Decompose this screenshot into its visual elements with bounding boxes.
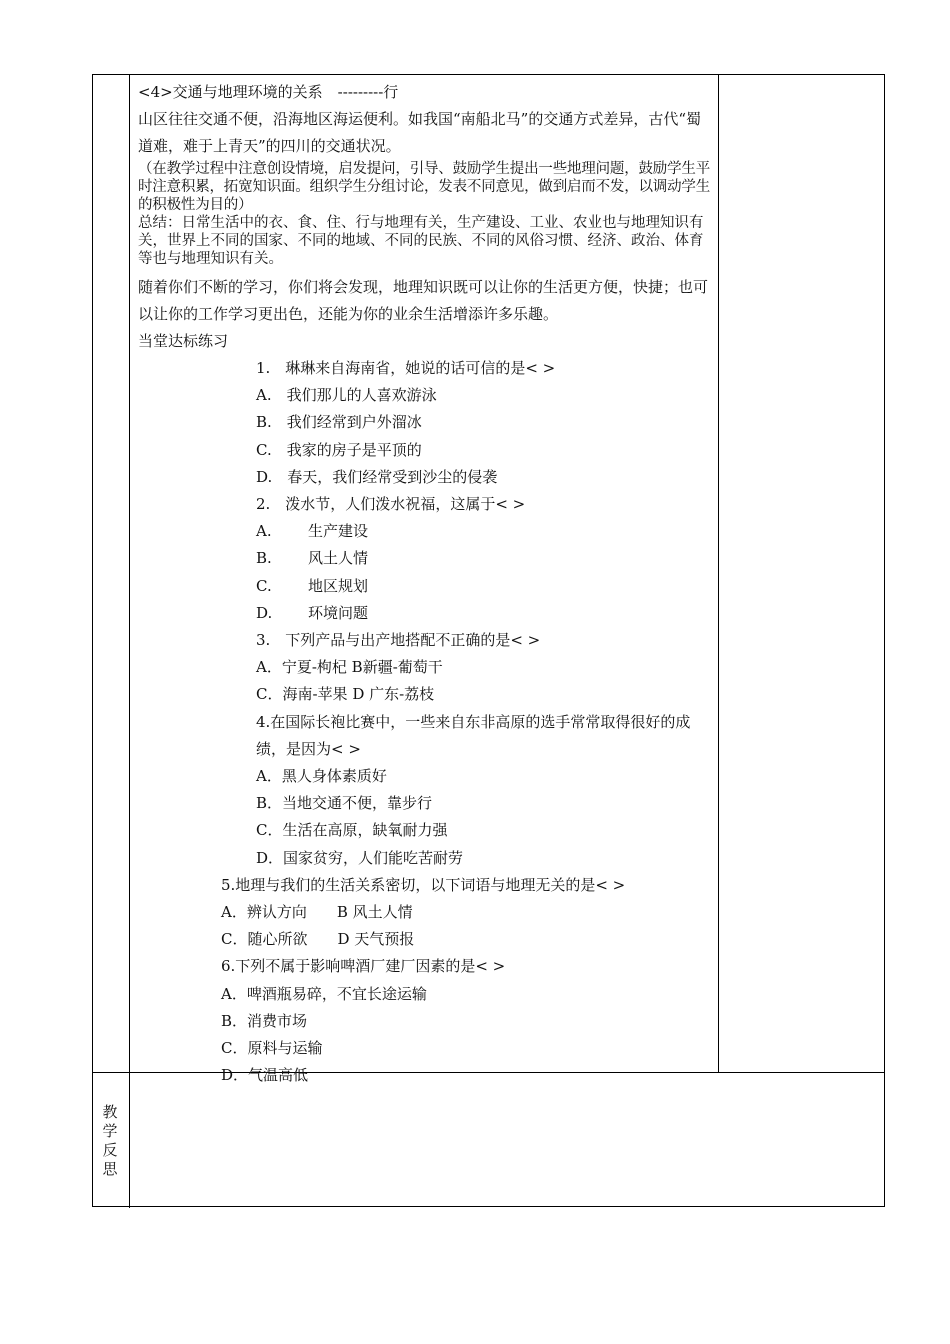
question-text: 6.下列不属于影响啤酒厂建厂因素的是< > <box>221 957 506 976</box>
options-cd: C．海南-苹果 D 广东-荔枝 <box>256 685 435 704</box>
option-c: C. 地区规划 <box>256 576 369 595</box>
conclusion-paragraph: 随着你们不断的学习，你们将会发现，地理知识既可以让你的生活更方便，快捷；也可以让你的工作学习更出色，还能为你的业余生活增添许多乐趣。 <box>138 278 709 323</box>
option-c: C．原料与运输 <box>221 1039 323 1058</box>
lesson-content <box>138 78 713 1089</box>
option-a: A．啤酒瓶易碎，不宜长途运输 <box>221 984 427 1003</box>
option-b: B．当地交通不便，靠步行 <box>256 794 433 813</box>
question-4 <box>138 709 713 872</box>
question-text: 4.在国际长袍比赛中，一些来自东非高原的选手常常取得很好的成绩，是因为< > <box>256 712 691 758</box>
option-a: A. 我们那儿的人喜欢游泳 <box>256 386 437 405</box>
column-divider-right <box>718 75 719 1073</box>
question-text: 5.地理与我们的生活关系密切，以下词语与地理无关的是< > <box>221 875 626 894</box>
option-d: D. 春天，我们经常受到沙尘的侵袭 <box>256 467 498 486</box>
option-d: D．国家贫穷，人们能吃苦耐劳 <box>256 848 464 867</box>
question-2 <box>138 491 713 627</box>
option-d: D．气温高低 <box>221 1066 309 1085</box>
option-a: A．黑人身体素质好 <box>256 767 387 786</box>
option-c: C．生活在高原，缺氧耐力强 <box>256 821 448 840</box>
option-a: A. 生产建设 <box>256 522 369 541</box>
section-heading: <4>交通与地理环境的关系 ---------行 <box>138 83 399 101</box>
question-text: 1. 琳琳来自海南省，她说的话可信的是< > <box>256 359 556 377</box>
options-cd: C．随心所欲 D 天气预报 <box>221 930 415 949</box>
question-text: 3. 下列产品与出产地搭配不正确的是< > <box>256 631 541 650</box>
question-1 <box>138 355 713 491</box>
option-c: C. 我家的房子是平顶的 <box>256 440 422 459</box>
option-b: B. 我们经常到户外溜冰 <box>256 413 422 432</box>
option-b: B. 风土人情 <box>256 549 369 568</box>
paragraph-transport: 山区往往交通不便，沿海地区海运便利。如我国“南船北马”的交通方式差异，古代“蜀道难，难于上青天”的四川的交通状况。 <box>138 110 702 155</box>
summary-paragraph: 总结：日常生活中的衣、食、住、行与地理有关，生产建设、工业、农业也与地理知识有关，世界上不同的国家、不同的地域、不同的民族、不同的风俗习惯、经济、政治、体育等也与地理知识有关。 <box>138 215 704 267</box>
question-5 <box>138 872 713 954</box>
option-d: D. 环境问题 <box>256 603 369 622</box>
question-text: 2. 泼水节，人们泼水祝福，这属于< > <box>256 495 526 514</box>
question-6 <box>138 953 713 1089</box>
options-ab: A．辨认方向 B 风土人情 <box>221 903 413 922</box>
teaching-note: （在教学过程中注意创设情境，启发提问，引导、鼓励学生提出一些地理问题，鼓励学生平时注意积累，拓宽知识面。组织学生分组讨论，发表不同意见，做到启而不发，以调动学生的积极性为目的） <box>138 161 710 213</box>
column-divider-left <box>129 75 130 1208</box>
exercise-title: 当堂达标练习 <box>138 332 229 350</box>
question-3 <box>138 627 713 709</box>
options-ab: A．宁夏-枸杞 B新疆-葡萄干 <box>256 658 443 677</box>
option-b: B．消费市场 <box>221 1011 308 1030</box>
teaching-reflection-label: 教 学 反 思 <box>102 1103 118 1178</box>
